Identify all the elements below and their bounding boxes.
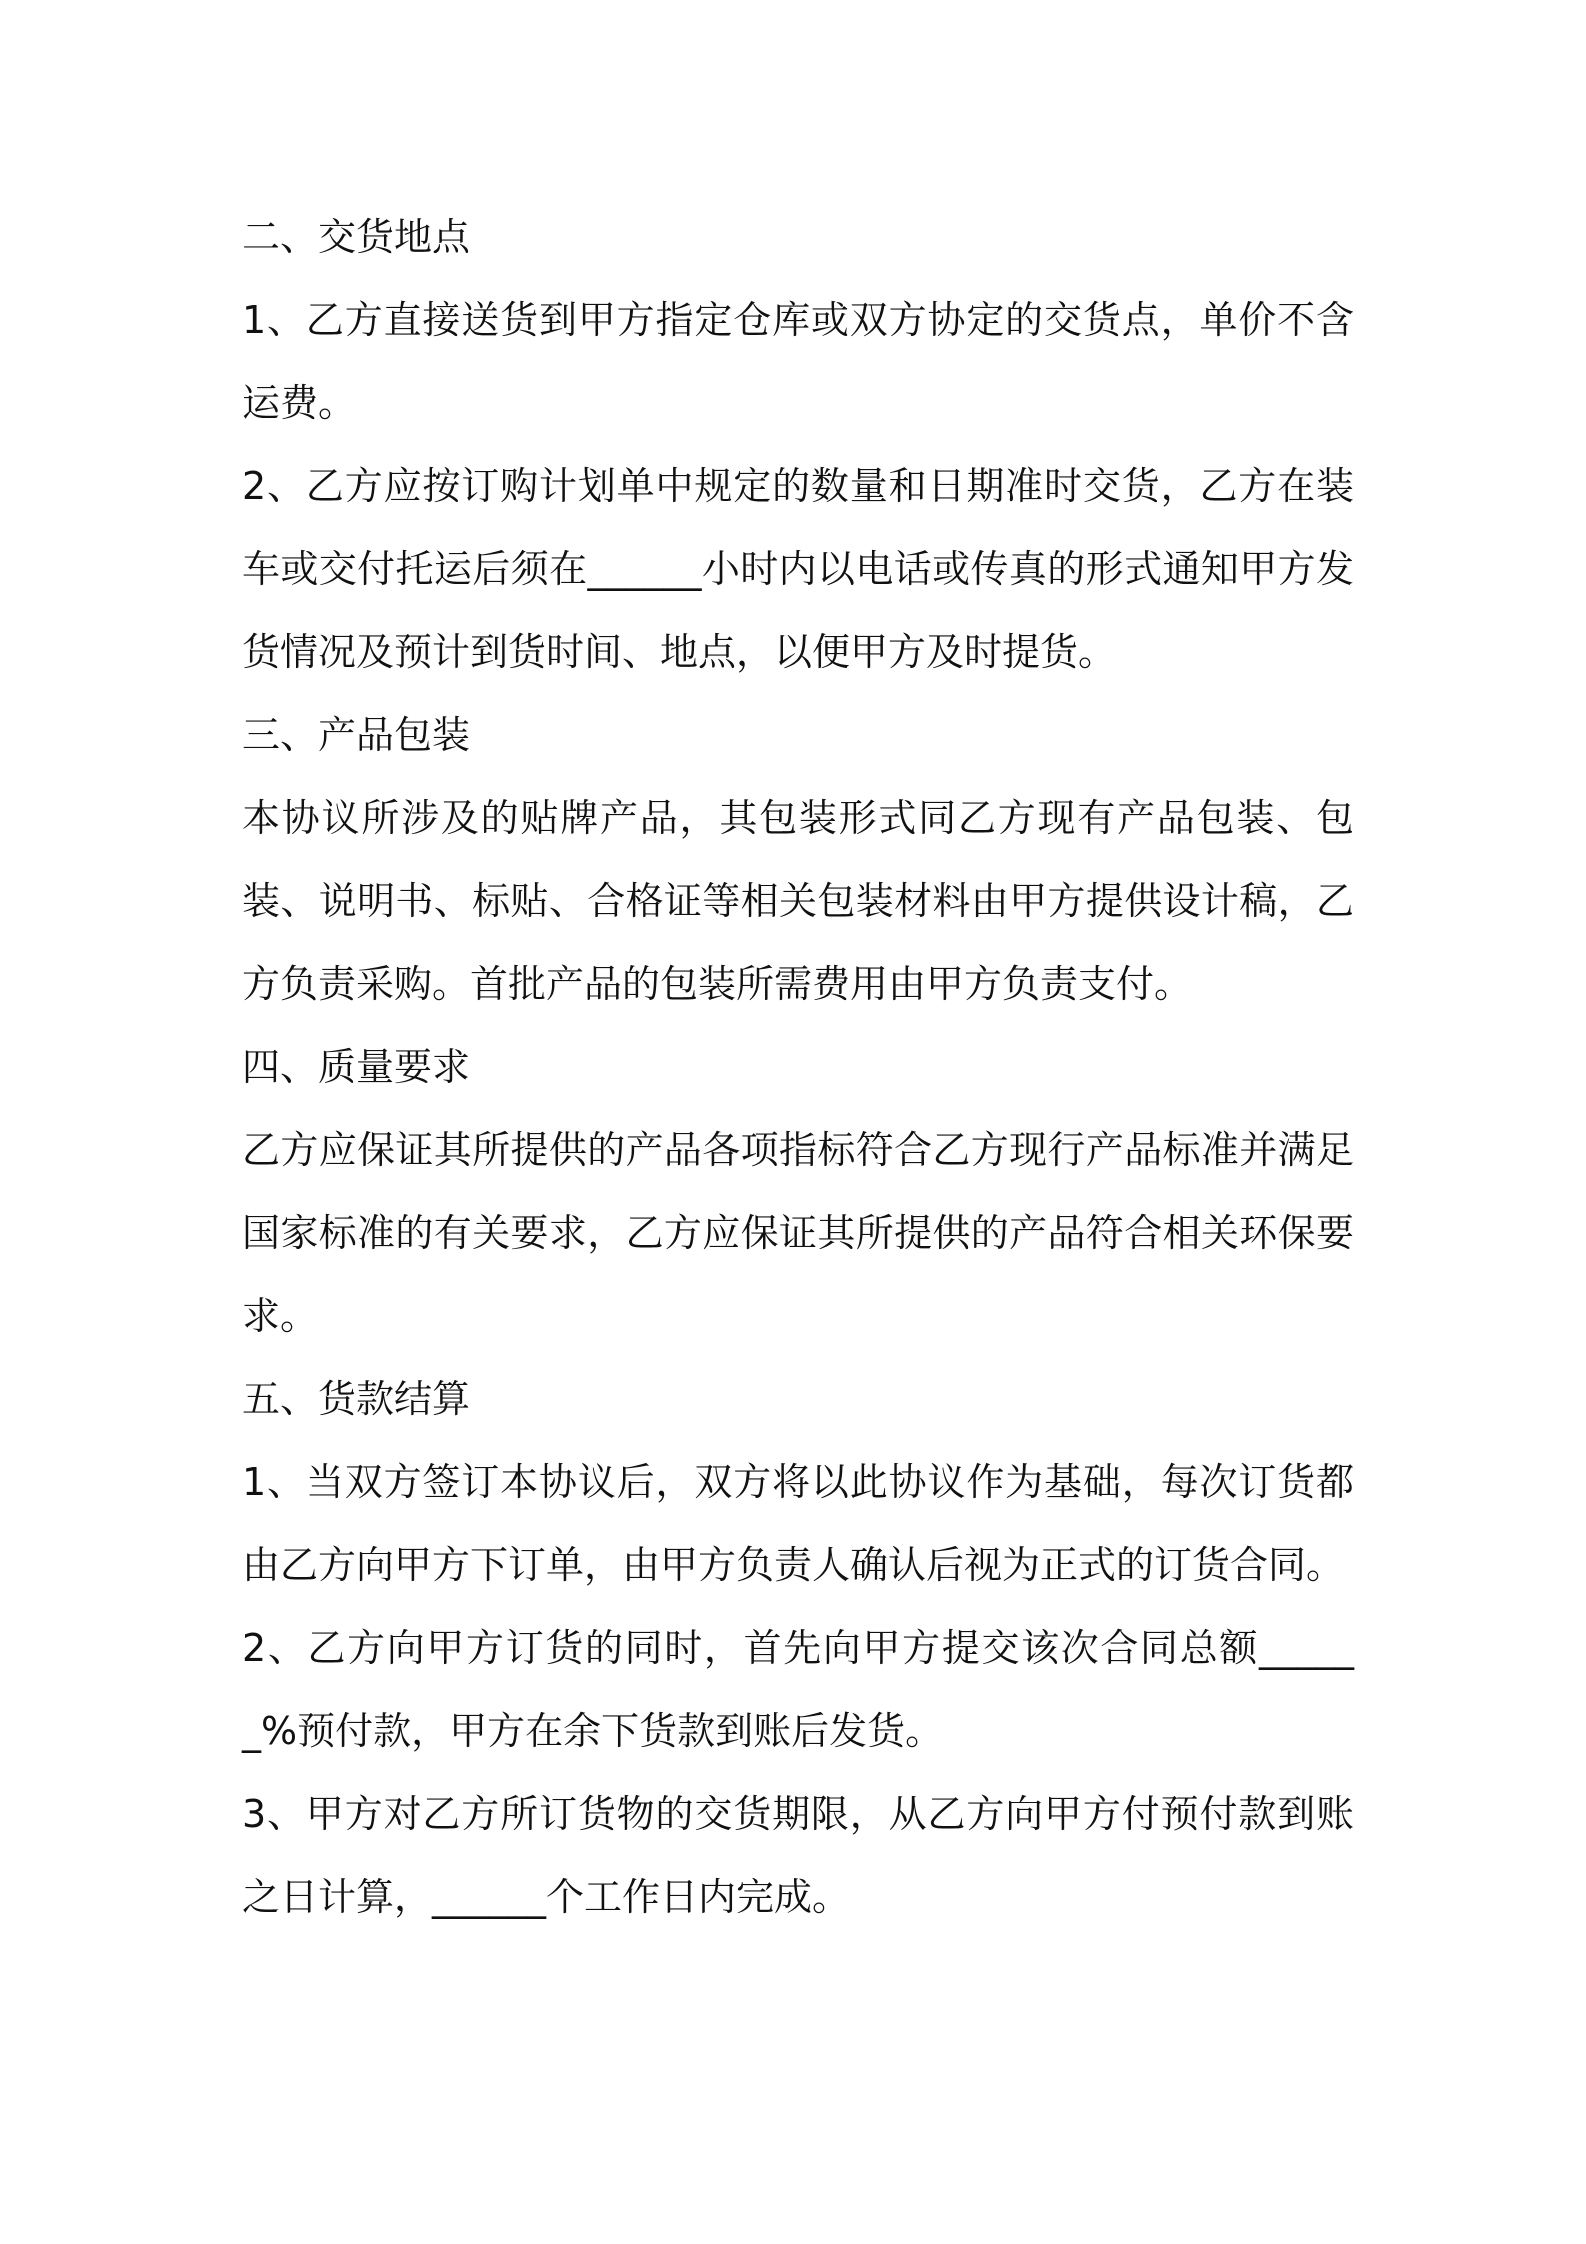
paragraph-settlement-3: 3、甲方对乙方所订货物的交货期限，从乙方向甲方付预付款到账之日计算，______个工作日内完成。 xyxy=(242,1792,1354,1919)
paragraph-delivery-2: 2、乙方应按订购计划单中规定的数量和日期准时交货，乙方在装车或交付托运后须在______小时内以电话或传真的形式通知甲方发货情况及预计到货时间、地点，以便甲方及时提货。 xyxy=(242,464,1354,674)
section-heading-settlement: 五、货款结算 xyxy=(242,1377,471,1421)
document-body xyxy=(242,196,1354,1939)
paragraph-delivery-1: 1、乙方直接送货到甲方指定仓库或双方协定的交货点，单价不含运费。 xyxy=(242,298,1354,425)
paragraph-settlement-1: 1、当双方签订本协议后，双方将以此协议作为基础，每次订货都由乙方向甲方下订单，由甲方负责人确认后视为正式的订货合同。 xyxy=(242,1460,1354,1587)
section-heading-quality: 四、质量要求 xyxy=(242,1045,471,1089)
paragraph-settlement-2: 2、乙方向甲方订货的同时，首先向甲方提交该次合同总额______%预付款，甲方在余下货款到账后发货。 xyxy=(242,1626,1354,1753)
paragraph-quality: 乙方应保证其所提供的产品各项指标符合乙方现行产品标准并满足国家标准的有关要求，乙方应保证其所提供的产品符合相关环保要求。 xyxy=(242,1128,1354,1338)
section-heading-packaging: 三、产品包装 xyxy=(242,713,471,757)
paragraph-packaging: 本协议所涉及的贴牌产品，其包装形式同乙方现有产品包装、包装、说明书、标贴、合格证等相关包装材料由甲方提供设计稿，乙方负责采购。首批产品的包装所需费用由甲方负责支付。 xyxy=(242,796,1354,1006)
section-heading-delivery-location: 二、交货地点 xyxy=(242,215,471,259)
